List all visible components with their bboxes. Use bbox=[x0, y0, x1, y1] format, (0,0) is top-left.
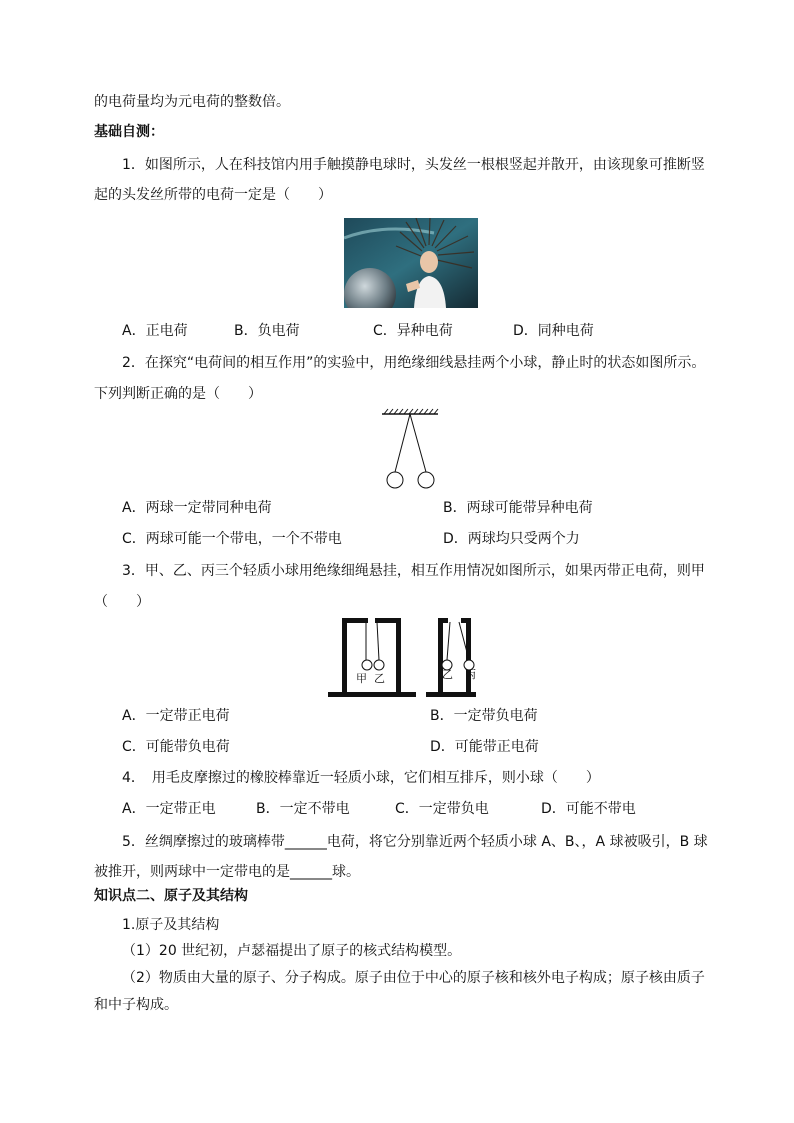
three-ball-interaction-diagram bbox=[326, 616, 490, 700]
q2-option-b: B．两球可能带异种电荷 bbox=[443, 500, 593, 516]
q4-option-a: A．一定带正电 bbox=[122, 801, 216, 817]
q1-stem-line2: 起的头发丝所带的电荷一定是（ ） bbox=[94, 187, 332, 203]
q2-option-a: A．两球一定带同种电荷 bbox=[122, 500, 272, 516]
two-ball-pendulum-diagram bbox=[378, 406, 442, 492]
q2-option-d: D．两球均只受两个力 bbox=[443, 531, 580, 547]
q3-option-d: D．可能带正电荷 bbox=[430, 739, 539, 755]
q2-option-c: C．两球可能一个带电，一个不带电 bbox=[122, 531, 342, 547]
q3-stem-line2: （ ） bbox=[94, 594, 150, 610]
label-bing: 丙 bbox=[465, 668, 476, 681]
q3-option-a: A．一定带正电荷 bbox=[122, 708, 230, 724]
q1-option-c: C．异种电荷 bbox=[373, 323, 453, 339]
self-test-heading: 基础自测： bbox=[94, 124, 164, 140]
q3-option-b: B．一定带负电荷 bbox=[430, 708, 538, 724]
static-ball-photo bbox=[344, 218, 478, 308]
q3-option-c: C．可能带负电荷 bbox=[122, 739, 230, 755]
label-jia: 甲 bbox=[356, 672, 367, 685]
q4-option-d: D．可能不带电 bbox=[541, 801, 636, 817]
q5-line1: 5．丝绸摩擦过的玻璃棒带______电荷，将它分别靠近两个轻质小球 A、B、，A 球被吸引，B 球 bbox=[122, 834, 708, 850]
q3-stem-line1: 3．甲、乙、丙三个轻质小球用绝缘细绳悬挂，相互作用情况如图所示，如果丙带正电荷，则甲 bbox=[122, 563, 705, 579]
q1-option-b: B．负电荷 bbox=[234, 323, 300, 339]
q1-option-d: D．同种电荷 bbox=[513, 323, 594, 339]
q1-stem-line1: 1．如图所示，人在科技馆内用手触摸静电球时，头发丝一根根竖起并散开，由该现象可推断竖 bbox=[122, 157, 705, 173]
label-yi-right: 乙 bbox=[442, 668, 453, 681]
q4-option-c: C．一定带负电 bbox=[395, 801, 489, 817]
q4-stem: 4． 用毛皮摩擦过的橡胶棒靠近一轻质小球，它们相互排斥，则小球（ ） bbox=[122, 770, 600, 786]
q2-stem-line2: 下列判断正确的是（ ） bbox=[94, 386, 262, 402]
q4-option-b: B．一定不带电 bbox=[256, 801, 350, 817]
section2-subheading: 1.原子及其结构 bbox=[122, 917, 220, 933]
section2-paragraph2-line1: （2）物质由大量的原子、分子构成。原子由位于中心的原子核和核外电子构成；原子核由质子 bbox=[122, 970, 705, 986]
label-yi-left: 乙 bbox=[374, 672, 385, 685]
q1-option-a: A．正电荷 bbox=[122, 323, 188, 339]
section2-heading: 知识点二、原子及其结构 bbox=[94, 888, 248, 904]
intro-text: 的电荷量均为元电荷的整数倍。 bbox=[94, 94, 290, 110]
q5-line2: 被推开，则两球中一定带电的是______球。 bbox=[94, 864, 360, 880]
section2-paragraph1: （1）20 世纪初，卢瑟福提出了原子的核式结构模型。 bbox=[122, 943, 462, 959]
q2-stem-line1: 2．在探究“电荷间的相互作用”的实验中，用绝缘细线悬挂两个小球，静止时的状态如图所示。 bbox=[122, 355, 706, 371]
section2-paragraph2-line2: 和中子构成。 bbox=[94, 997, 178, 1013]
